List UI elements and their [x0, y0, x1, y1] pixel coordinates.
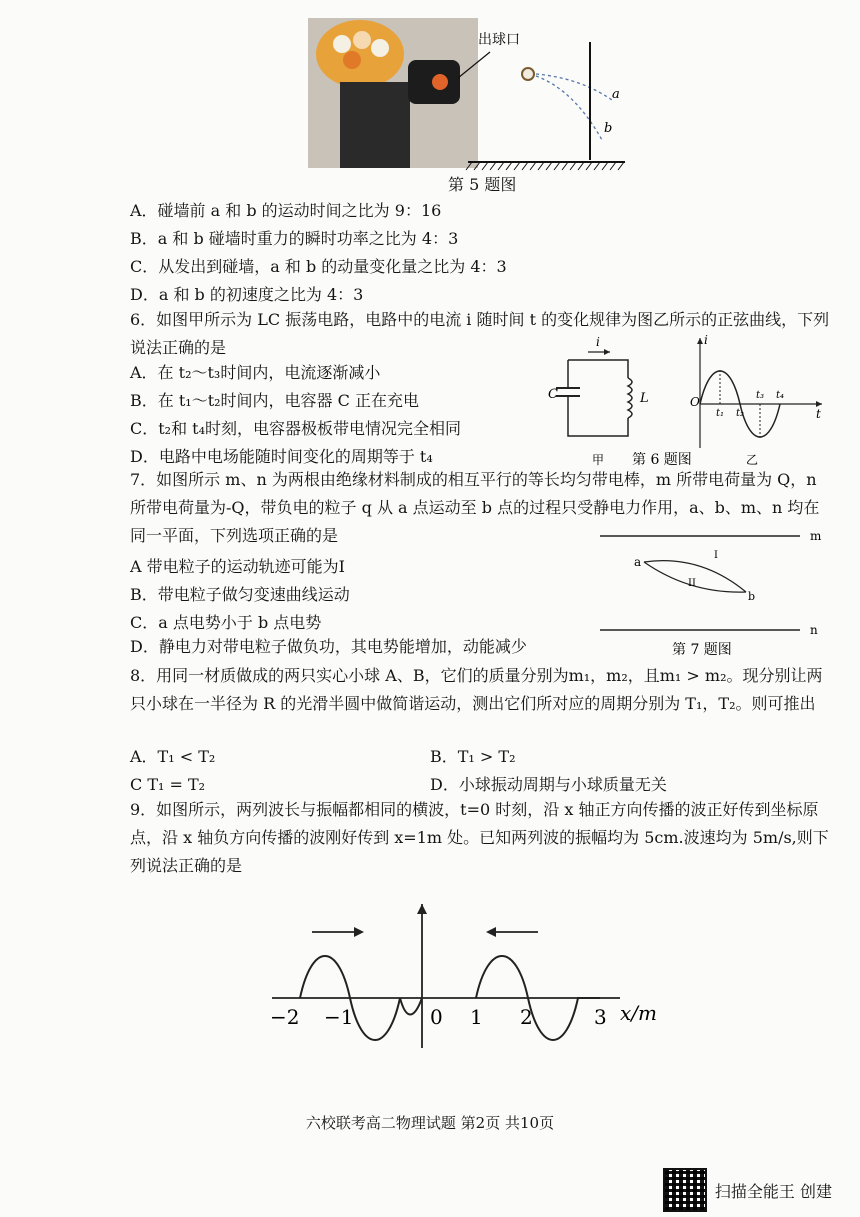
tick-2: 2 — [520, 1005, 533, 1029]
watermark-text: 扫描全能王 创建 — [714, 1181, 832, 1201]
q8-stem: 8．用同一材质做成的两只实心小球 A、B，它们的质量分别为m₁，m₂，且m₁ > m₂。现分别让两只小球在一半径为 R 的光滑半圆中做简谐运动，测出它们所对应的周期分别为 T₁，T₂。则可推出 — [130, 666, 823, 713]
ball — [343, 51, 361, 69]
label-n: n — [810, 623, 818, 637]
trajectory-b — [536, 76, 602, 140]
inductor-coil — [628, 378, 632, 418]
label-C: C — [548, 387, 558, 402]
q9-stem: 9．如图所示，两列波长与振幅都相同的横波，t=0 时刻，沿 x 轴正方向传播的波正好传到坐标原点，沿 x 轴负方向传播的波刚好传到 x=1m 处。已知两列波的振幅均为 5cm.波速均为 5m/s,则下列说法正确的是 — [130, 800, 829, 875]
q7-option-b: B．带电粒子做匀变速曲线运动 — [130, 585, 350, 604]
q8-option-a: A．T₁ < T₂ — [130, 747, 216, 766]
q5-diagram — [300, 12, 640, 172]
trajectory-a — [536, 74, 612, 100]
q6-caption: 第 6 题图 — [632, 452, 692, 468]
q6-option-a: A．在 t₂～t₃时间内，电流逐渐减小 — [130, 363, 381, 382]
axis-unit: x/m — [620, 1001, 657, 1025]
ball — [353, 31, 371, 49]
q5-figure — [300, 12, 640, 172]
label-t2: t₂ — [736, 408, 745, 419]
tick-3: 3 — [594, 1005, 607, 1029]
q7-caption: 第 7 题图 — [672, 642, 732, 658]
label-a: a — [612, 87, 620, 102]
outlet-ball — [432, 74, 448, 90]
label-b: b — [748, 590, 756, 603]
q6-option-c: C．t₂和 t₄时刻，电容器极板带电情况完全相同 — [130, 419, 462, 438]
label-t-axis: t — [816, 407, 821, 421]
q8-option-c: C T₁ = T₂ — [130, 775, 206, 794]
label-I: I — [714, 550, 718, 561]
label-b: b — [604, 121, 613, 136]
q7-option-d: D．静电力对带电粒子做负功，其电势能增加，动能减少 — [130, 637, 527, 656]
label-L: L — [640, 391, 649, 406]
label-outlet: 出球口 — [478, 32, 520, 48]
q6-figure — [540, 330, 830, 470]
q5-option-b: B．a 和 b 碰墙时重力的瞬时功率之比为 4：3 — [130, 229, 459, 248]
q7-option-c: C．a 点电势小于 b 点电势 — [130, 613, 322, 632]
label-i-axis: i — [704, 333, 708, 347]
q5-caption: 第 5 题图 — [448, 175, 517, 194]
label-i-arrow: i — [596, 335, 600, 349]
label-origin: O — [690, 395, 700, 409]
ball — [333, 35, 351, 53]
q6-diagram — [540, 330, 830, 470]
label-II: II — [688, 578, 696, 589]
circuit-wire — [568, 360, 628, 436]
tick-0: 0 — [430, 1005, 443, 1029]
machine-body — [340, 82, 410, 168]
qr-code-icon — [663, 1168, 707, 1212]
i-axis-arrow — [697, 338, 703, 344]
q7-figure — [600, 524, 830, 664]
q9-wave-diagram — [260, 898, 700, 1058]
q7-option-a: A 带电粒子的运动轨迹可能为I — [130, 557, 345, 576]
y-axis-arrow — [417, 904, 427, 914]
q5-option-d: D．a 和 b 的初速度之比为 4：3 — [130, 285, 364, 304]
launched-ball — [522, 68, 534, 80]
label-t4: t₄ — [776, 390, 785, 401]
q6-option-b: B．在 t₁～t₂时间内，电容器 C 正在充电 — [130, 391, 419, 410]
ground-hatch — [466, 162, 624, 170]
caption-jia: 甲 — [592, 453, 605, 467]
scanner-watermark — [663, 1168, 832, 1212]
arrow-left-head — [486, 927, 496, 937]
arrow-right-head — [354, 927, 364, 937]
label-a: a — [634, 555, 642, 569]
q9-figure — [260, 898, 700, 1058]
current-arrow-head — [604, 349, 610, 355]
q7-stem: 7．如图所示 m、n 为两根由绝缘材料制成的相互平行的等长均匀带电棒，m 所带电荷量为 Q，n 所带电荷量为-Q，带负电的粒子 q 从 a 点运动至 b 点的过程只受静电力作用，a、b、m、n 均在同一平面，下列选项正确的是 — [130, 470, 820, 545]
q6-stem: 6．如图甲所示为 LC 振荡电路，电路中的电流 i 随时间 t 的变化规律为图乙所示的正弦曲线，下列说法正确的是 — [130, 310, 830, 357]
ball — [371, 39, 389, 57]
q8-option-b: B．T₁ > T₂ — [430, 747, 516, 766]
ball-bucket — [316, 20, 404, 88]
q5-option-c: C．从发出到碰墙，a 和 b 的动量变化量之比为 4：3 — [130, 257, 507, 276]
q7-diagram — [600, 524, 830, 664]
label-t1: t₁ — [716, 408, 725, 419]
tick-neg1: −1 — [324, 1005, 354, 1029]
tick-neg2: −2 — [270, 1005, 300, 1029]
q6-option-d: D．电路中电场能随时间变化的周期等于 t₄ — [130, 447, 433, 466]
label-t3: t₃ — [756, 390, 765, 401]
label-m: m — [810, 529, 822, 543]
caption-yi: 乙 — [746, 453, 759, 467]
page-footer: 六校联考高二物理试题 第2页 共10页 — [305, 1114, 555, 1132]
left-wave-b — [400, 998, 422, 1015]
tick-1: 1 — [470, 1005, 483, 1029]
q5-option-a: A．碰墙前 a 和 b 的运动时间之比为 9：16 — [130, 201, 442, 220]
q8-option-d: D．小球振动周期与小球质量无关 — [430, 775, 667, 794]
